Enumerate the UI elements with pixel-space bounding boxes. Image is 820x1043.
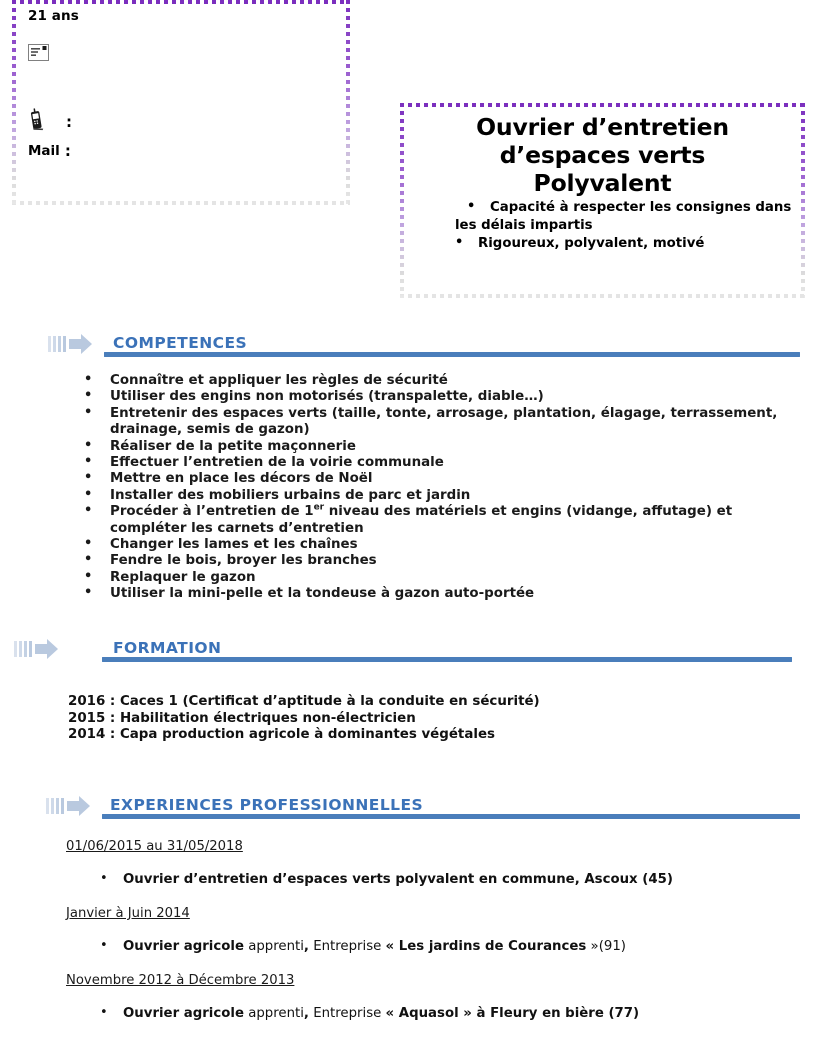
section-title-formation: FORMATION (113, 639, 222, 657)
list-item-ordinal (78, 504, 808, 537)
list-item: • Fendre le bois, broyer les branches (78, 553, 808, 569)
experience-date: Janvier à Juin 2014 (66, 906, 190, 921)
list-item: • Mettre en place les décors de Noël (78, 471, 808, 487)
experience-separator: , (303, 1006, 309, 1021)
experience-role-suffix: apprenti (243, 1006, 304, 1021)
phone-colon: : (66, 112, 72, 131)
section-rule-experiences (102, 814, 800, 819)
experience-quote-open: « (385, 939, 399, 954)
title-box-border-bottom (400, 294, 805, 298)
profile-bullet-line-1: Capacité à respecter les consignes dans (490, 200, 792, 215)
experience-entreprise-label: Entreprise (308, 939, 386, 954)
profile-bullet (412, 235, 793, 253)
list-item: • Replaquer le gazon (78, 570, 808, 586)
experience-role: Ouvrier agricole (123, 1006, 244, 1021)
list-item: 2014 : Capa production agricole à dominantes végétales (68, 727, 496, 743)
profile-bullet-line-2: les délais impartis (455, 217, 593, 233)
ordinal-suffix: er (313, 502, 325, 513)
mail-row (28, 142, 340, 160)
job-title (412, 113, 793, 197)
job-title-line-1: Ouvrier d’entretien (476, 113, 729, 141)
experience-company: Les jardins de Courances (398, 939, 587, 954)
title-box-border-right (801, 103, 805, 298)
list-item: • Changer les lames et les chaînes (78, 537, 808, 553)
box-border-right (346, 0, 350, 205)
list-item: • Réaliser de la petite maçonnerie (78, 439, 808, 455)
experience-date: 01/06/2015 au 31/05/2018 (66, 839, 243, 854)
list-item: • Connaître et appliquer les règles de sécurité (78, 373, 808, 389)
experience-date: Novembre 2012 à Décembre 2013 (66, 973, 295, 988)
age-text: 21 ans (28, 8, 79, 24)
phone-row (28, 111, 340, 133)
list-item: • Effectuer l’entretien de la voirie communale (78, 455, 808, 471)
profile-bullet-list (412, 199, 793, 253)
section-title-competences: COMPETENCES (113, 334, 248, 352)
list-item: 2016 : Caces 1 (Certificat d’aptitude à la conduite en sécurité) (68, 694, 540, 709)
experience-role: Ouvrier d’entretien d’espaces verts polyvalent en commune, Ascoux (45) (123, 872, 673, 887)
section-rule-competences (104, 352, 800, 357)
profile-bullet (412, 199, 793, 234)
box-border-bottom (12, 201, 350, 205)
profile-bullet-line-1: Rigoureux, polyvalent, motivé (478, 236, 705, 251)
mobile-phone-icon (28, 108, 44, 136)
experience-separator: , (303, 939, 309, 954)
experience-role-suffix: apprenti (243, 939, 304, 954)
arrow-right-icon (48, 332, 104, 360)
arrow-right-icon (46, 794, 102, 822)
list-item: • Entretenir des espaces verts (taille, tonte, arrosage, plantation, élagage, terrassement, drainage, semis de gazon) (78, 406, 808, 439)
ordinal-after: niveau des matériels et engins (vidange, affutage) et compléter les carnets d’entretien (110, 504, 733, 536)
list-item: • Utiliser la mini-pelle et la tondeuse à gazon auto-portée (78, 586, 808, 602)
experience-item (0, 938, 820, 955)
experiences-list (0, 838, 820, 1022)
box-border-left (12, 0, 16, 205)
experience-item (0, 1005, 820, 1022)
competences-list (78, 373, 808, 603)
experience-company-suffix: »(91) (586, 939, 626, 954)
experience-role: Ouvrier agricole (123, 939, 244, 954)
arrow-right-icon (14, 637, 70, 665)
contact-info-box (12, 0, 350, 205)
box-border-top (12, 0, 350, 4)
job-title-line-3: Polyvalent (533, 169, 672, 197)
list-item: 2015 : Habilitation électriques non-électricien (68, 710, 416, 726)
list-item: • Installer des mobiliers urbains de parc et jardin (78, 488, 808, 504)
experience-item (0, 871, 820, 888)
job-title-line-2: d’espaces verts (499, 141, 706, 169)
formation-list (68, 694, 540, 744)
job-title-box (400, 103, 805, 298)
list-item: • Utiliser des engins non motorisés (transpalette, diable…) (78, 389, 808, 405)
ordinal-before: Procéder à l’entretien de 1 (110, 504, 314, 520)
section-title-experiences: EXPERIENCES PROFESSIONNELLES (110, 796, 424, 814)
title-box-border-left (400, 103, 404, 298)
mail-label: Mail (28, 143, 60, 159)
section-rule-formation (102, 657, 792, 662)
experience-quote-open: « (385, 1006, 399, 1021)
mail-colon: : (64, 142, 71, 160)
address-card-icon (28, 44, 340, 65)
title-box-border-top (400, 103, 805, 107)
experience-entreprise-label: Entreprise (308, 1006, 386, 1021)
experience-company: Aquasol » à Fleury en bière (77) (398, 1006, 640, 1021)
